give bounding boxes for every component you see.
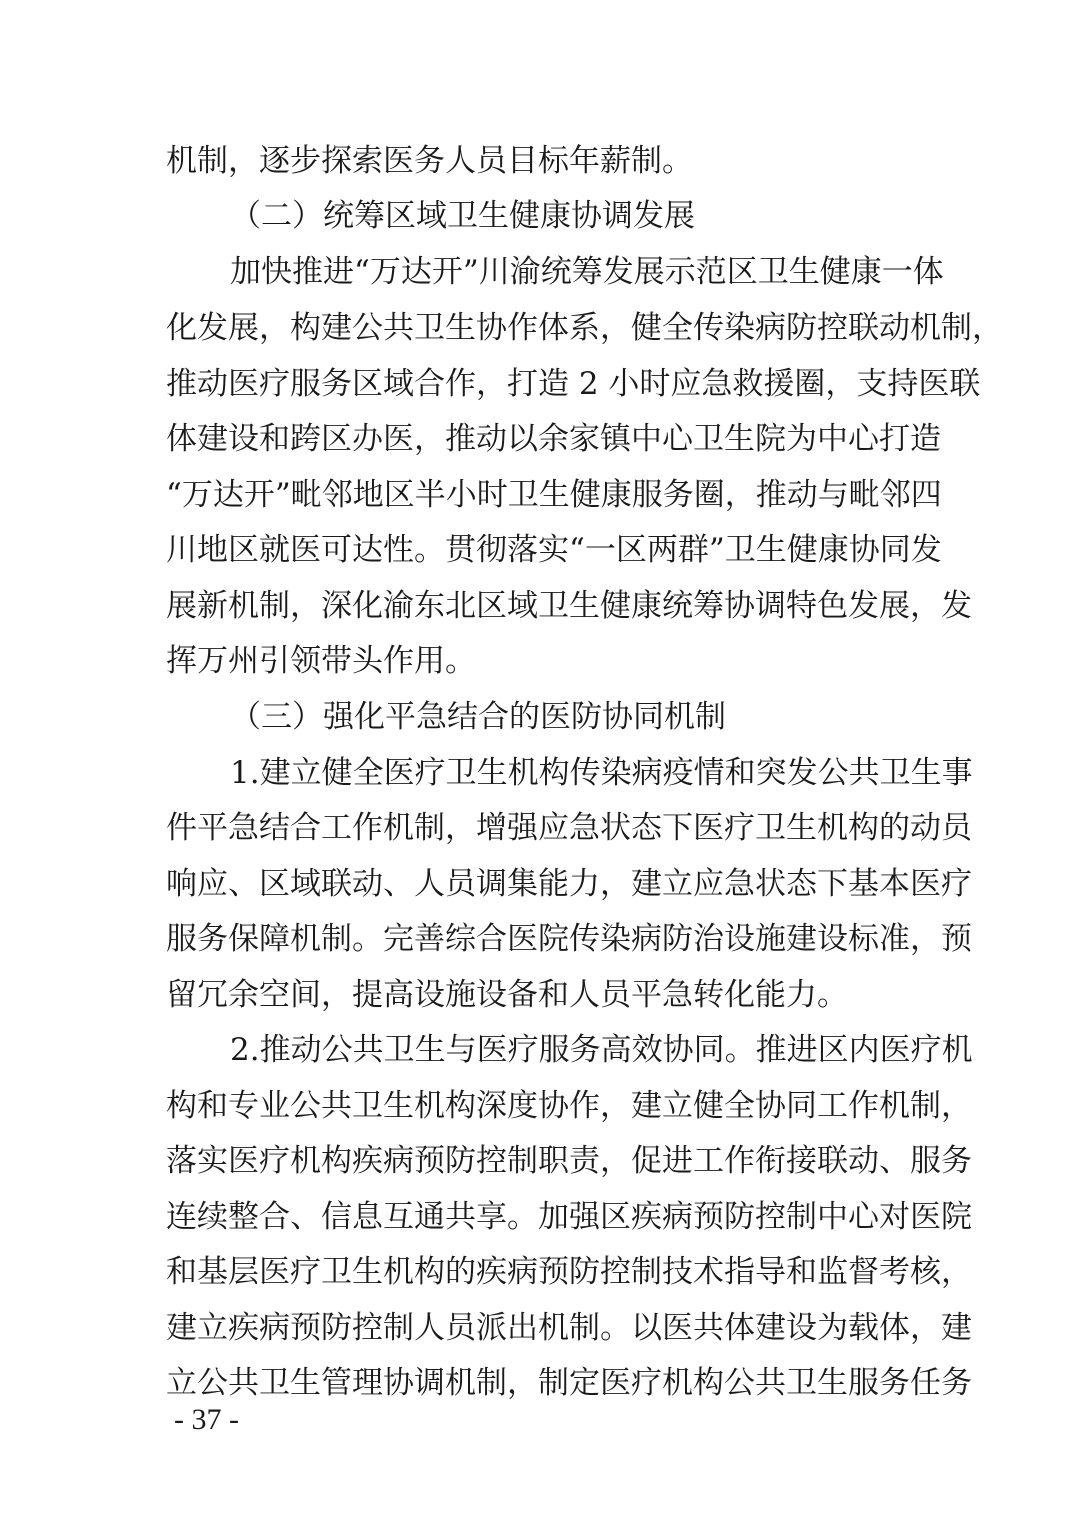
paragraph-line: 立公共卫生管理协调机制，制定医疗机构公共卫生服务任务: [166, 1365, 972, 1401]
page-number: - 37 -: [174, 1403, 239, 1436]
paragraph-line: 和基层医疗卫生机构的疾病预防控制技术指导和监督考核，: [166, 1254, 972, 1290]
section-heading: （三）强化平急结合的医防协同机制: [230, 699, 726, 735]
paragraph-line: 1.建立健全医疗卫生机构传染病疫情和突发公共卫生事: [230, 755, 973, 791]
paragraph-line: 落实医疗机构疾病预防控制职责，促进工作衔接联动、服务: [166, 1143, 972, 1179]
paragraph-line: 化发展，构建公共卫生协作体系，健全传染病防控联动机制，: [166, 310, 1003, 346]
paragraph-line: 连续整合、信息互通共享。加强区疾病预防控制中心对医院: [166, 1199, 972, 1235]
paragraph-line: 展新机制，深化渝东北区域卫生健康统筹协调特色发展，发: [166, 588, 972, 624]
paragraph-line: 构和专业公共卫生机构深度协作，建立健全协同工作机制，: [166, 1088, 972, 1124]
paragraph-line: 2.推动公共卫生与医疗服务高效协同。推进区内医疗机: [230, 1032, 973, 1068]
paragraph-line: 留冗余空间，提高设施设备和人员平急转化能力。: [166, 977, 848, 1013]
paragraph-line: 推动医疗服务区域合作，打造 2 小时应急救援圈，支持医联: [166, 366, 981, 402]
paragraph-line: “万达开”毗邻地区半小时卫生健康服务圈，推动与毗邻四: [166, 477, 942, 513]
paragraph-line: 加快推进“万达开”川渝统筹发展示范区卫生健康一体: [230, 254, 944, 290]
paragraph-line: 服务保障机制。完善综合医院传染病防治设施建设标准，预: [166, 921, 972, 957]
paragraph-line: 响应、区域联动、人员调集能力，建立应急状态下基本医疗: [166, 866, 972, 902]
paragraph-line: 建立疾病预防控制人员派出机制。以医共体建设为载体，建: [166, 1310, 972, 1346]
paragraph-line: 机制，逐步探索医务人员目标年薪制。: [166, 143, 693, 179]
paragraph-line: 挥万州引领带头作用。: [166, 643, 476, 679]
section-heading: （二）统筹区域卫生健康协调发展: [230, 198, 695, 234]
paragraph-line: 件平急结合工作机制，增强应急状态下医疗卫生机构的动员: [166, 810, 972, 846]
paragraph-line: 体建设和跨区办医，推动以余家镇中心卫生院为中心打造: [166, 421, 941, 457]
paragraph-line: 川地区就医可达性。贯彻落实“一区两群”卫生健康协同发: [166, 532, 942, 568]
